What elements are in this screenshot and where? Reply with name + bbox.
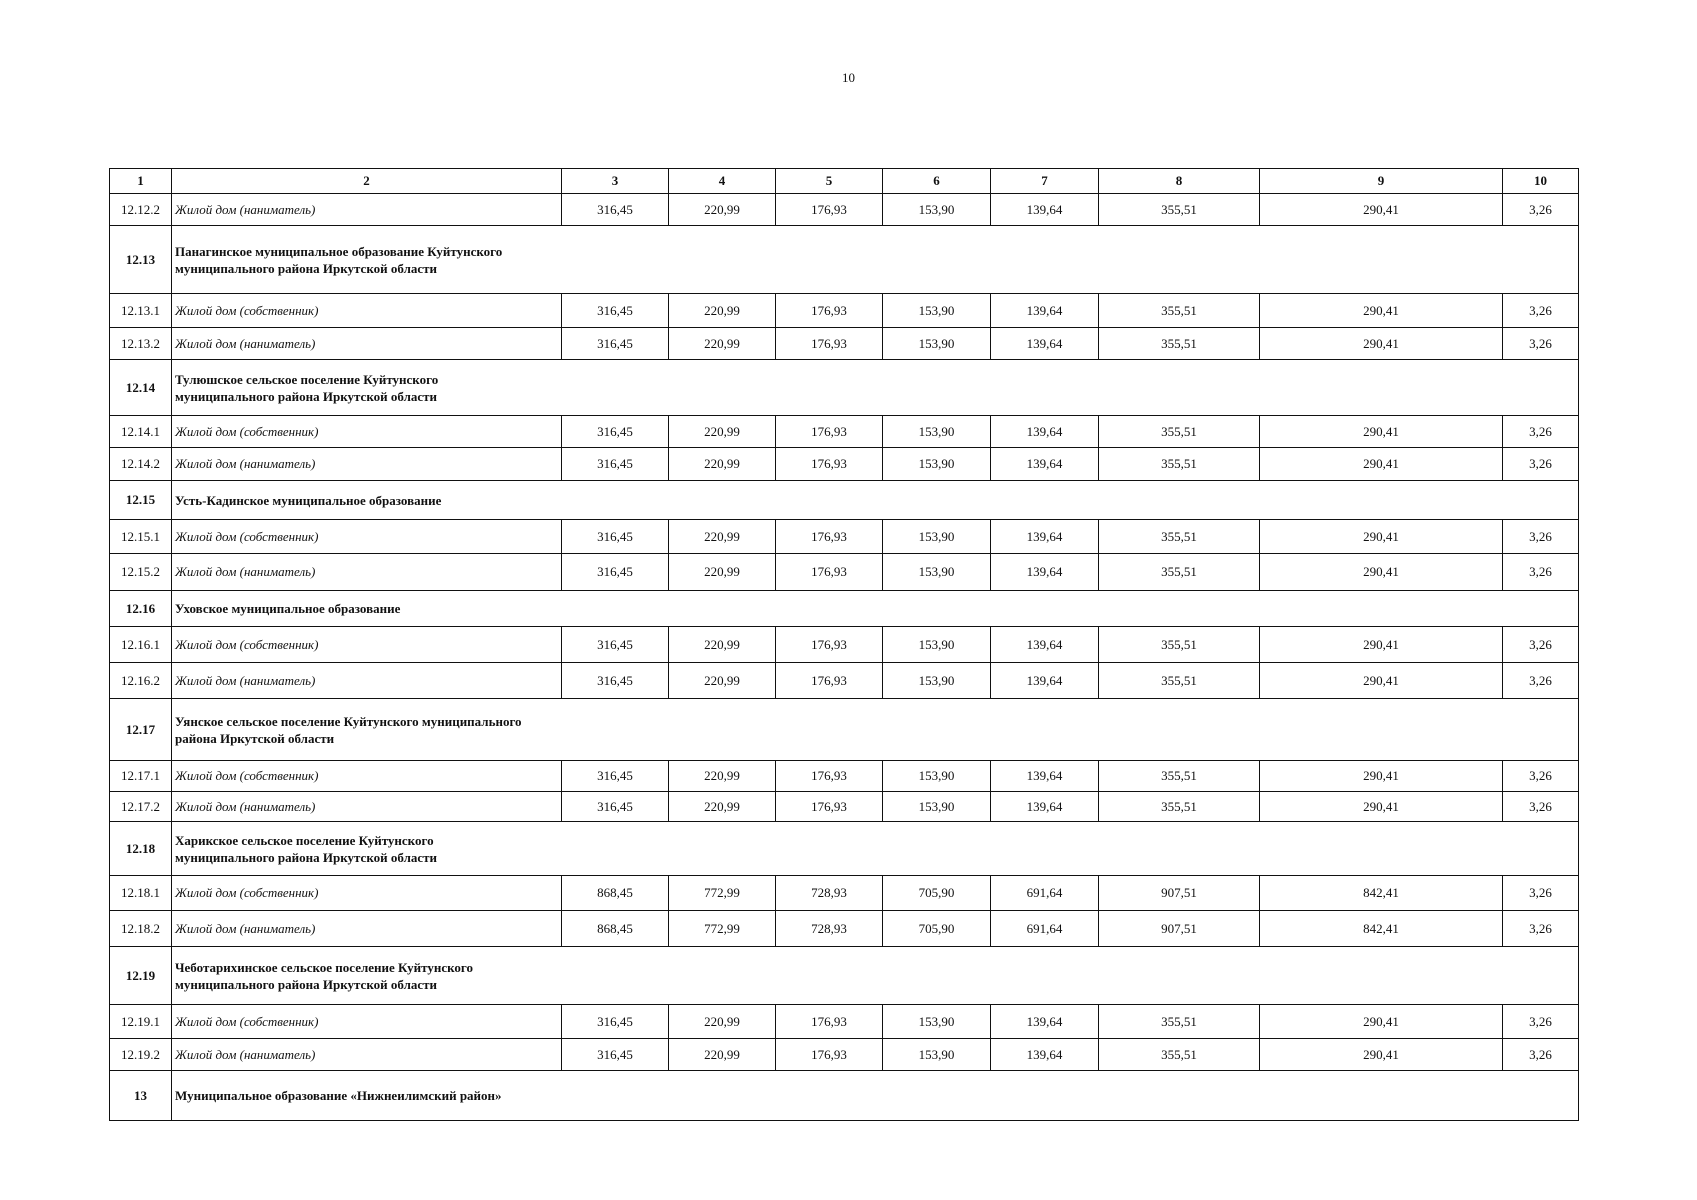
row-code: 12.16.1 [110,627,172,663]
row-name: Жилой дом (наниматель) [172,194,562,226]
row-value: 153,90 [883,194,991,226]
group-title [172,360,1579,416]
row-value: 153,90 [883,520,991,554]
row-value: 153,90 [883,554,991,591]
row-value: 316,45 [562,663,669,699]
row-value: 3,26 [1503,416,1579,448]
table-row [110,627,1579,663]
table-row [110,416,1579,448]
row-value: 691,64 [991,911,1099,947]
row-name: Жилой дом (наниматель) [172,1039,562,1071]
row-value: 355,51 [1099,761,1260,792]
row-value: 3,26 [1503,627,1579,663]
row-value: 139,64 [991,416,1099,448]
column-header: 1 [110,169,172,194]
table-row [110,911,1579,947]
row-value: 355,51 [1099,328,1260,360]
group-row [110,591,1579,627]
row-value: 355,51 [1099,627,1260,663]
row-value: 176,93 [776,328,883,360]
row-value: 355,51 [1099,448,1260,481]
row-value: 153,90 [883,663,991,699]
row-name: Жилой дом (собственник) [172,294,562,328]
table-row [110,761,1579,792]
row-value: 176,93 [776,663,883,699]
row-value: 220,99 [669,627,776,663]
row-code: 12.14.2 [110,448,172,481]
group-title-line: Усть-Кадинское муниципальное образование [175,492,442,508]
row-code: 12.15.1 [110,520,172,554]
row-code: 12.18.1 [110,876,172,911]
row-name: Жилой дом (наниматель) [172,792,562,822]
row-value: 220,99 [669,1005,776,1039]
row-code: 12.13 [110,226,172,294]
column-header: 7 [991,169,1099,194]
column-header: 9 [1260,169,1503,194]
table-row [110,792,1579,822]
row-value: 176,93 [776,294,883,328]
column-header: 3 [562,169,669,194]
group-title-line: муниципального района Иркутской области [175,849,438,865]
row-name: Жилой дом (наниматель) [172,554,562,591]
row-value: 316,45 [562,761,669,792]
row-value: 705,90 [883,876,991,911]
row-value: 728,93 [776,876,883,911]
row-name: Жилой дом (собственник) [172,761,562,792]
row-code: 12.19 [110,947,172,1005]
row-value: 3,26 [1503,328,1579,360]
group-title-line: Чеботарихинское сельское поселение Куйтунского [175,959,474,975]
row-value: 176,93 [776,554,883,591]
row-value: 3,26 [1503,911,1579,947]
row-value: 316,45 [562,448,669,481]
group-title-line: Уянское сельское поселение Куйтунского муниципального [175,713,522,729]
row-value: 355,51 [1099,792,1260,822]
table-row [110,554,1579,591]
group-title-line: Тулюшское сельское поселение Куйтунского [175,371,439,387]
column-header: 8 [1099,169,1260,194]
row-value: 176,93 [776,448,883,481]
row-value: 290,41 [1260,554,1503,591]
row-value: 355,51 [1099,1005,1260,1039]
row-value: 290,41 [1260,294,1503,328]
group-title-line: муниципального района Иркутской области [175,388,438,404]
row-value: 316,45 [562,328,669,360]
row-value: 3,26 [1503,1005,1579,1039]
column-header: 10 [1503,169,1579,194]
row-value: 842,41 [1260,876,1503,911]
row-value: 220,99 [669,328,776,360]
row-value: 868,45 [562,911,669,947]
table-row [110,194,1579,226]
column-header: 6 [883,169,991,194]
row-name: Жилой дом (наниматель) [172,328,562,360]
group-row [110,1071,1579,1121]
row-value: 153,90 [883,792,991,822]
row-value: 290,41 [1260,416,1503,448]
table-row [110,876,1579,911]
row-name: Жилой дом (собственник) [172,1005,562,1039]
group-title [172,481,1579,520]
row-value: 3,26 [1503,520,1579,554]
row-value: 153,90 [883,1039,991,1071]
row-value: 139,64 [991,1039,1099,1071]
row-value: 316,45 [562,416,669,448]
row-value: 316,45 [562,554,669,591]
row-value: 290,41 [1260,448,1503,481]
group-title-line: муниципального района Иркутской области [175,976,438,992]
row-value: 220,99 [669,554,776,591]
row-value: 290,41 [1260,328,1503,360]
row-code: 12.13.1 [110,294,172,328]
row-value: 316,45 [562,627,669,663]
row-value: 316,45 [562,792,669,822]
group-title-line: Панагинское муниципальное образование Куйтунского [175,243,503,259]
row-value: 139,64 [991,520,1099,554]
row-value: 355,51 [1099,1039,1260,1071]
row-value: 139,64 [991,194,1099,226]
table-row [110,448,1579,481]
page-number: 10 [842,70,855,85]
row-value: 355,51 [1099,294,1260,328]
row-value: 176,93 [776,761,883,792]
row-value: 220,99 [669,761,776,792]
group-title-line: района Иркутской области [175,730,335,746]
group-title [172,699,1579,761]
row-value: 842,41 [1260,911,1503,947]
row-value: 691,64 [991,876,1099,911]
row-value: 316,45 [562,294,669,328]
column-header: 4 [669,169,776,194]
row-name: Жилой дом (наниматель) [172,911,562,947]
row-value: 316,45 [562,520,669,554]
table-row [110,1039,1579,1071]
group-title [172,226,1579,294]
row-value: 355,51 [1099,416,1260,448]
row-code: 13 [110,1071,172,1121]
row-code: 12.17.2 [110,792,172,822]
group-title [172,1071,1579,1121]
row-value: 355,51 [1099,663,1260,699]
row-value: 139,64 [991,294,1099,328]
row-value: 220,99 [669,194,776,226]
row-name: Жилой дом (собственник) [172,627,562,663]
table-row [110,328,1579,360]
row-value: 290,41 [1260,663,1503,699]
row-code: 12.17 [110,699,172,761]
row-code: 12.15 [110,481,172,520]
row-value: 316,45 [562,1005,669,1039]
group-title [172,947,1579,1005]
column-header: 2 [172,169,562,194]
row-value: 705,90 [883,911,991,947]
row-value: 153,90 [883,294,991,328]
row-value: 3,26 [1503,876,1579,911]
row-value: 355,51 [1099,194,1260,226]
row-value: 220,99 [669,520,776,554]
row-value: 728,93 [776,911,883,947]
row-value: 220,99 [669,792,776,822]
row-code: 12.14 [110,360,172,416]
group-row [110,226,1579,294]
row-value: 220,99 [669,448,776,481]
row-code: 12.16 [110,591,172,627]
row-value: 3,26 [1503,663,1579,699]
column-header: 5 [776,169,883,194]
row-value: 907,51 [1099,911,1260,947]
row-name: Жилой дом (наниматель) [172,663,562,699]
row-code: 12.18.2 [110,911,172,947]
row-value: 153,90 [883,416,991,448]
row-value: 316,45 [562,1039,669,1071]
row-value: 220,99 [669,1039,776,1071]
row-value: 176,93 [776,1005,883,1039]
table-row [110,520,1579,554]
row-value: 772,99 [669,876,776,911]
row-value: 3,26 [1503,554,1579,591]
group-title-line: Харикское сельское поселение Куйтунского [175,832,434,848]
row-name: Жилой дом (наниматель) [172,448,562,481]
group-row [110,822,1579,876]
row-value: 868,45 [562,876,669,911]
row-code: 12.19.1 [110,1005,172,1039]
row-value: 139,64 [991,328,1099,360]
group-row [110,481,1579,520]
row-name: Жилой дом (собственник) [172,520,562,554]
group-title-line: Уховское муниципальное образование [175,601,401,616]
row-code: 12.19.2 [110,1039,172,1071]
group-title-line: Муниципальное образование «Нижнеилимский район» [175,1088,502,1103]
row-value: 290,41 [1260,792,1503,822]
row-code: 12.14.1 [110,416,172,448]
tariff-table [109,168,1579,1121]
row-code: 12.13.2 [110,328,172,360]
row-code: 12.12.2 [110,194,172,226]
row-value: 176,93 [776,194,883,226]
row-value: 290,41 [1260,520,1503,554]
row-value: 176,93 [776,520,883,554]
row-value: 290,41 [1260,627,1503,663]
row-value: 176,93 [776,416,883,448]
row-code: 12.16.2 [110,663,172,699]
row-value: 153,90 [883,448,991,481]
row-value: 176,93 [776,627,883,663]
row-value: 290,41 [1260,1005,1503,1039]
row-value: 316,45 [562,194,669,226]
row-value: 176,93 [776,792,883,822]
table-header-row [110,169,1579,194]
table-body [110,194,1579,1121]
row-code: 12.18 [110,822,172,876]
row-value: 290,41 [1260,1039,1503,1071]
group-row [110,947,1579,1005]
row-value: 220,99 [669,663,776,699]
row-value: 3,26 [1503,448,1579,481]
row-value: 153,90 [883,761,991,792]
row-code: 12.15.2 [110,554,172,591]
group-row [110,699,1579,761]
row-value: 139,64 [991,663,1099,699]
group-title-line: муниципального района Иркутской области [175,260,438,276]
table-row [110,294,1579,328]
row-value: 176,93 [776,1039,883,1071]
row-value: 907,51 [1099,876,1260,911]
row-value: 139,64 [991,1005,1099,1039]
row-value: 139,64 [991,792,1099,822]
group-title [172,822,1579,876]
row-value: 290,41 [1260,761,1503,792]
group-title [172,591,1579,627]
row-value: 355,51 [1099,520,1260,554]
row-value: 153,90 [883,627,991,663]
row-value: 220,99 [669,416,776,448]
row-value: 139,64 [991,627,1099,663]
row-value: 355,51 [1099,554,1260,591]
row-code: 12.17.1 [110,761,172,792]
table-row [110,1005,1579,1039]
row-value: 139,64 [991,761,1099,792]
row-name: Жилой дом (собственник) [172,876,562,911]
row-value: 3,26 [1503,761,1579,792]
row-value: 139,64 [991,554,1099,591]
row-value: 772,99 [669,911,776,947]
row-name: Жилой дом (собственник) [172,416,562,448]
row-value: 3,26 [1503,194,1579,226]
row-value: 153,90 [883,1005,991,1039]
row-value: 153,90 [883,328,991,360]
row-value: 220,99 [669,294,776,328]
row-value: 139,64 [991,448,1099,481]
row-value: 3,26 [1503,294,1579,328]
row-value: 3,26 [1503,1039,1579,1071]
row-value: 290,41 [1260,194,1503,226]
group-row [110,360,1579,416]
row-value: 3,26 [1503,792,1579,822]
table-row [110,663,1579,699]
